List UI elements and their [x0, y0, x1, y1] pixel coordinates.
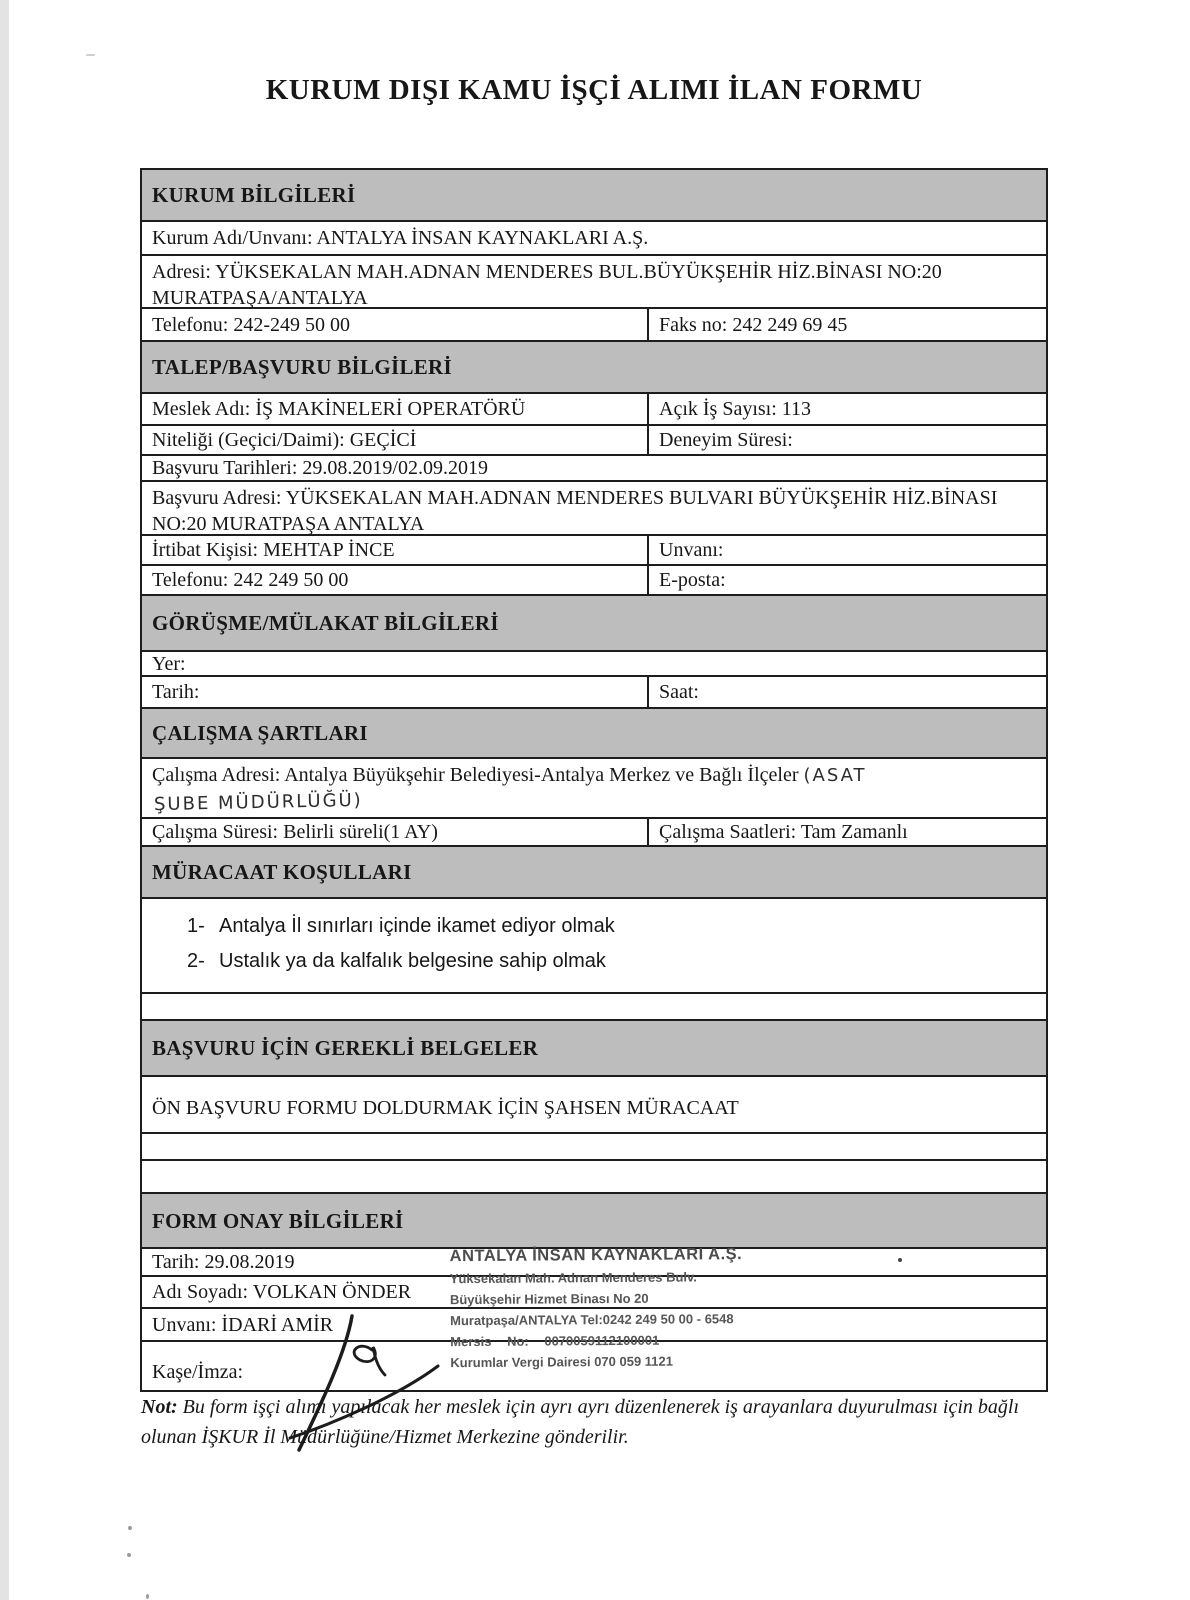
stamp-line: Muratpaşa/ANTALYA Tel:0242 249 50 00 - 6548 [450, 1311, 734, 1329]
section-title: TALEP/BAŞVURU BİLGİLERİ [152, 355, 452, 379]
scan-speck [128, 1526, 132, 1530]
section-header-calisma-sartlari [142, 707, 1046, 757]
field-saat: Saat: [647, 677, 1046, 707]
footer-note-text: Bu form işçi alımı yapılacak her meslek için ayrı ayrı düzenlenerek iş arayanlara duyurulması için bağlı olunan İŞKUR İl Müdürlüğüne/Hizmet Merkezine gönderilir. [141, 1396, 1020, 1448]
scan-speck [127, 1553, 131, 1557]
form-table [140, 168, 1048, 1392]
stamp-line: ANTALYA İNSAN KAYNAKLARI A.Ş. [449, 1245, 743, 1266]
section-title: MÜRACAAT KOŞULLARI [152, 860, 412, 884]
field-basvuru-adresi: Başvuru Adresi: YÜKSEKALAN MAH.ADNAN MENDERES BULVARI BÜYÜKŞEHİR HİZ.BİNASI NO:20 MURATPAŞA ANTALYA [152, 487, 998, 535]
calisma-adresi-printed: Çalışma Adresi: Antalya Büyükşehir Belediyesi-Antalya Merkez ve Bağlı İlçeler [152, 764, 799, 786]
field-kurum-adi: Kurum Adı/Unvanı: ANTALYA İNSAN KAYNAKLARI A.Ş. [152, 227, 649, 249]
list-item [142, 944, 1046, 979]
field-calisma-saatleri: Çalışma Saatleri: Tam Zamanlı [647, 819, 1046, 845]
row-meslek-acikis [142, 392, 1046, 424]
field-deneyim-suresi: Deneyim Süresi: [647, 426, 1046, 454]
list-item [142, 909, 1046, 944]
field-adresi: Adresi: YÜKSEKALAN MAH.ADNAN MENDERES BUL.BÜYÜKŞEHİR HİZ.BİNASI NO:20 MURATPAŞA/ANTALYA [152, 261, 942, 309]
field-faks: Faks no: 242 249 69 45 [647, 309, 1046, 340]
field-onay-unvani: Unvanı: İDARİ AMİR [152, 1313, 334, 1336]
row-adresi [142, 254, 1046, 307]
field-unvani: Unvanı: [647, 536, 1046, 564]
handwritten-sube-mudurlugu: ŞUBE MÜDÜRLÜĞÜ) [153, 789, 363, 816]
row-empty [142, 1132, 1046, 1159]
section-title: ÇALIŞMA ŞARTLARI [152, 721, 368, 745]
scan-edge-artifact [0, 0, 9, 1600]
footer-note-label: Not: [141, 1396, 178, 1418]
row-basvuru-tarihleri [142, 454, 1046, 480]
field-onay-tarih: Tarih: 29.08.2019 [152, 1251, 295, 1273]
handwritten-asat: (ASAT [803, 765, 867, 786]
footer-note [141, 1392, 1057, 1452]
field-acik-is-sayisi: Açık İş Sayısı: 113 [647, 394, 1046, 424]
section-header-gerekli-belgeler [142, 1019, 1046, 1075]
section-header-gorusme-mulakat [142, 594, 1046, 650]
row-basvuru-adresi [142, 480, 1046, 534]
section-header-talep-basvuru [142, 340, 1046, 392]
form-title: KURUM DIŞI KAMU İŞÇİ ALIMI İLAN FORMU [265, 74, 923, 106]
field-calisma-suresi: Çalışma Süresi: Belirli süreli(1 AY) [152, 821, 438, 843]
row-irtibat-unvani [142, 534, 1046, 564]
row-empty [142, 1159, 1046, 1192]
field-gerekli-belgeler: ÖN BAŞVURU FORMU DOLDURMAK İÇİN ŞAHSEN MÜRACAAT [152, 1096, 739, 1119]
section-title: GÖRÜŞME/MÜLAKAT BİLGİLERİ [152, 611, 499, 635]
stamp-line: Büyükşehir Hizmet Binası No 20 [449, 1290, 649, 1308]
scan-speck [146, 1594, 149, 1599]
section-header-form-onay [142, 1192, 1046, 1247]
row-telefon-faks [142, 307, 1046, 340]
row-muracaat-list [142, 897, 1046, 992]
stamp-line: Mersis No: 0070059112100001 [450, 1332, 660, 1350]
field-eposta: E-posta: [647, 566, 1046, 594]
field-yer: Yer: [152, 652, 186, 675]
field-telefonu-2: Telefonu: 242 249 50 00 [152, 569, 349, 591]
stamp-line: Kurumlar Vergi Dairesi 070 059 1121 [450, 1353, 674, 1371]
field-adi-soyadi: Adı Soyadı: VOLKAN ÖNDER [152, 1281, 412, 1303]
row-niteligi-deneyim [142, 424, 1046, 454]
section-title: KURUM BİLGİLERİ [152, 183, 356, 207]
field-calisma-adresi [142, 759, 881, 816]
field-basvuru-tarihleri: Başvuru Tarihleri: 29.08.2019/02.09.2019 [152, 457, 488, 479]
section-header-kurum-bilgileri [142, 170, 1046, 220]
section-title: BAŞVURU İÇİN GEREKLİ BELGELER [152, 1036, 539, 1060]
company-stamp [450, 1242, 781, 1373]
row-telefon-eposta [142, 564, 1046, 594]
section-title: FORM ONAY BİLGİLERİ [152, 1208, 404, 1233]
list-item-text: Antalya İl sınırları içinde ikamet ediyor olmak [219, 915, 615, 937]
field-tarih: Tarih: [152, 681, 200, 703]
row-on-basvuru [142, 1075, 1046, 1132]
field-telefonu: Telefonu: 242-249 50 00 [152, 313, 351, 336]
field-kase-imza: Kaşe/İmza: [152, 1361, 244, 1383]
row-suresi-saatleri [142, 817, 1046, 845]
field-meslek-adi: Meslek Adı: İŞ MAKİNELERİ OPERATÖRÜ [152, 398, 526, 420]
list-item-text: Ustalık ya da kalfalık belgesine sahip olmak [219, 950, 606, 972]
field-niteligi: Niteliği (Geçici/Daimi): GEÇİCİ [152, 429, 417, 451]
row-calisma-adresi [142, 757, 1046, 817]
row-empty [142, 992, 1046, 1019]
scan-speck [898, 1258, 902, 1262]
section-header-muracaat-kosullari [142, 845, 1046, 897]
field-irtibat-kisisi: İrtibat Kişisi: MEHTAP İNCE [152, 539, 395, 561]
row-yer [142, 650, 1046, 675]
scan-speck [86, 54, 95, 56]
stamp-line: Yüksekalan Mah. Adnan Menderes Bulv. [449, 1269, 697, 1287]
row-tarih-saat [142, 675, 1046, 707]
list-item-number: 2- [187, 950, 205, 972]
list-item-number: 1- [187, 915, 205, 937]
row-kurum-adi [142, 220, 1046, 254]
